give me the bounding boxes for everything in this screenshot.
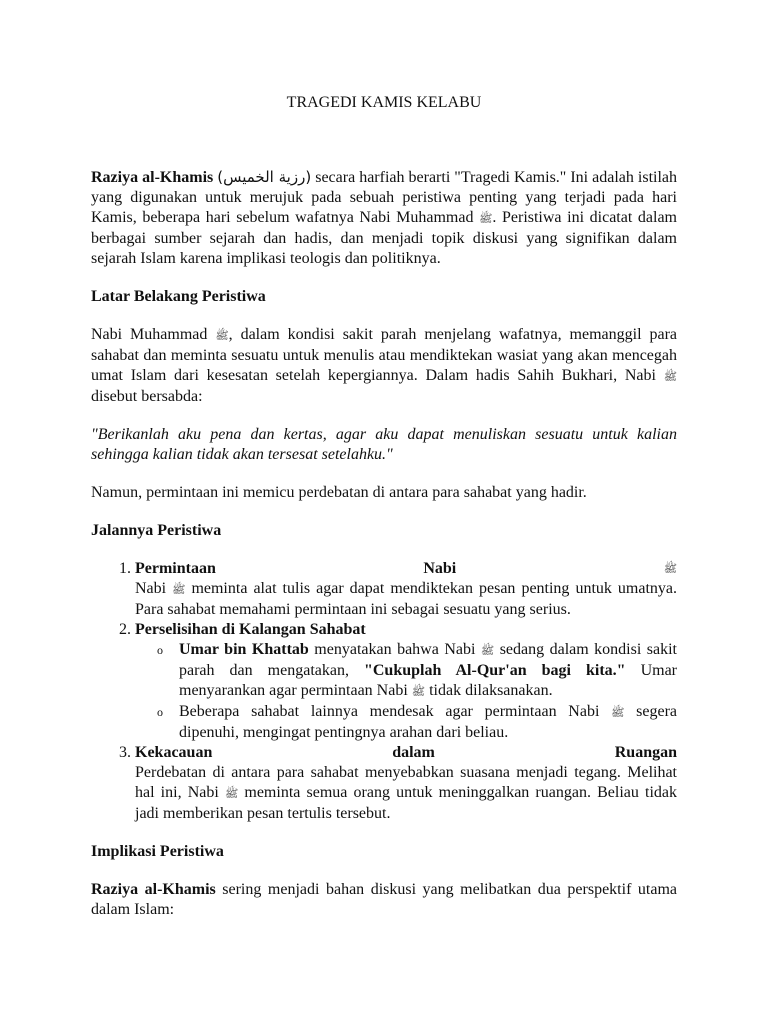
debate-paragraph: Namun, permintaan ini memicu perdebatan di antara para sahabat yang hadir. xyxy=(91,484,587,501)
saw-symbol: ﷺ xyxy=(611,706,625,719)
intro-paragraph: Raziya al-Khamis (رزية الخميس) secara harfiah berarti "Tragedi Kamis." Ini adalah istilah yang digunakan untuk merujuk pada sebuah peristiwa penting yang terjadi pada hari Kamis, beberapa hari sebelum wafatnya Nabi Muhammad ﷺ. Peristiwa ini dicatat dalam berbagai sumber sejarah dan hadis, dan menjadi topik diskusi yang signifikan dalam sejarah Islam karena implikasi teologis dan politiknya. xyxy=(91,168,678,267)
bullet-icon: o xyxy=(157,643,163,657)
saw-symbol: ﷺ xyxy=(663,562,677,575)
saw-symbol: ﷺ xyxy=(411,685,426,698)
document-title: TRAGEDI KAMIS KELABU xyxy=(286,94,482,111)
list-item-title: Perselisihan di Kalangan Sahabat xyxy=(135,621,366,638)
intro-term: Raziya al-Khamis xyxy=(91,169,214,186)
bullet-icon: o xyxy=(157,705,163,719)
document-body xyxy=(91,93,677,920)
section-heading-events: Jalannya Peristiwa xyxy=(91,522,222,539)
list-item: 3. Kekacauan dalam Ruangan Perdebatan di antara para sahabat menyebabkan suasana menjadi tegang. Melihat hal ini, Nabi ﷺ meminta semua orang untuk meninggalkan ruangan. Beliau tidak jadi memberikan pesan tertulis tersebut. xyxy=(135,743,677,824)
list-item xyxy=(135,620,677,743)
saw-symbol: ﷺ xyxy=(480,644,495,657)
list-item-title: 1. Permintaan Nabi ﷺ xyxy=(135,560,677,577)
sub-list-item: o Beberapa sahabat lainnya mendesak agar permintaan Nabi ﷺ segera dipenuhi, mengingat pentingnya arahan dari beliau. xyxy=(157,703,678,741)
section-heading-implications: Implikasi Peristiwa xyxy=(91,843,224,860)
section-heading-background: Latar Belakang Peristiwa xyxy=(91,288,266,305)
intro-arabic-term: (رزية الخميس) xyxy=(217,168,312,186)
background-paragraph: Nabi Muhammad ﷺ, dalam kondisi sakit parah menjelang wafatnya, memanggil para sahabat dan meminta sesuatu untuk menulis atau mendiktekan wasiat yang akan mencegah umat Islam dari kesesatan setelah kepergiannya. Dalam hadis Sahih Bukhari, Nabi ﷺ disebut bersabda: xyxy=(91,326,677,405)
list-item: 1. Permintaan Nabi ﷺ Nabi ﷺ meminta alat tulis agar dapat mendiktekan pesan penting untuk umatnya. Para sahabat memahami permintaan ini sebagai sesuatu yang serius. xyxy=(135,559,677,620)
list-item-title: 3. Kekacauan dalam Ruangan xyxy=(135,744,677,761)
saw-symbol: ﷺ xyxy=(479,212,493,225)
sub-list xyxy=(135,640,677,743)
implications-paragraph: Raziya al-Khamis sering menjadi bahan diskusi yang melibatkan dua perspektif utama dalam Islam: xyxy=(91,881,678,918)
sub-list-item: o Umar bin Khattab menyatakan bahwa Nabi ﷺ sedang dalam kondisi sakit parah dan mengatakan, "Cukuplah Al-Qur'an bagi kita." Umar menyarankan agar permintaan Nabi ﷺ tidak dilaksanakan. xyxy=(157,641,677,699)
events-list xyxy=(91,559,677,824)
saw-symbol: ﷺ xyxy=(215,329,229,342)
saw-symbol: ﷺ xyxy=(172,583,186,596)
saw-symbol: ﷺ xyxy=(663,370,677,383)
saw-symbol: ﷺ xyxy=(224,787,239,800)
hadith-quote: "Berikanlah aku pena dan kertas, agar aku dapat menuliskan sesuatu untuk kalian sehingga kalian tidak akan tersesat setelahku." xyxy=(91,426,677,463)
